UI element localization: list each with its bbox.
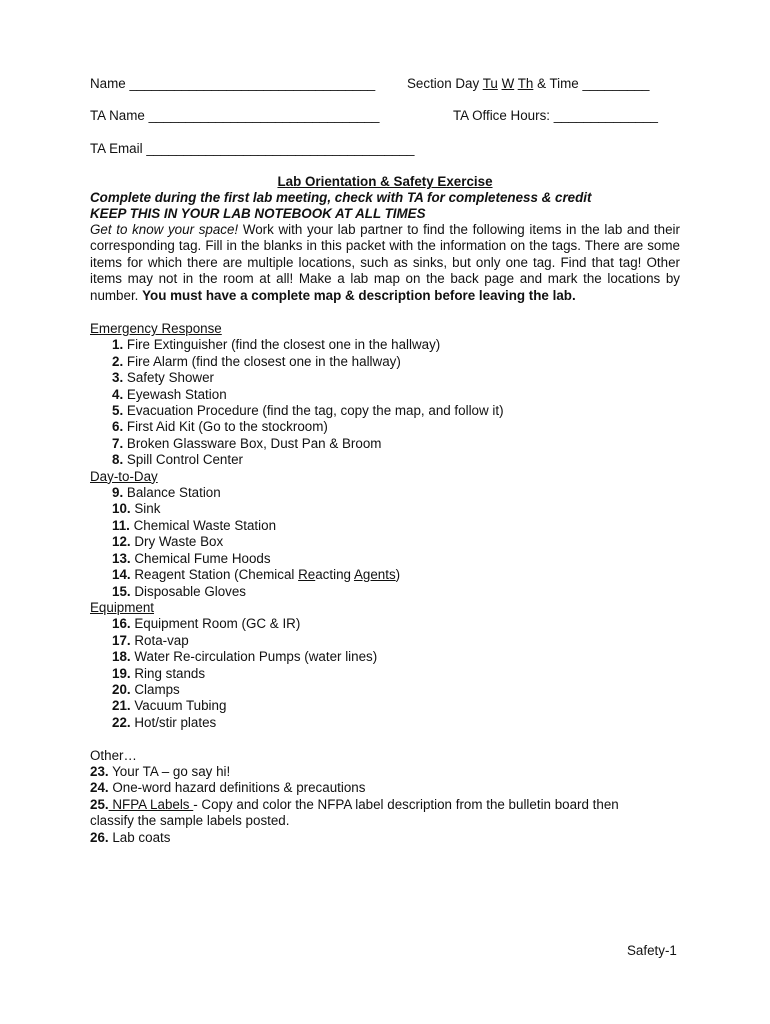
list-item: 17. Rota-vap — [112, 632, 189, 648]
list-item: 15. Disposable Gloves — [112, 583, 247, 599]
list-item: 21. Vacuum Tubing — [112, 698, 227, 714]
list-item: 25. NFPA Labels - Copy and color the NFPA label description from the bulletin board then — [90, 796, 619, 812]
day-tu: Tu — [482, 76, 498, 91]
list-item: 22. Hot/stir plates — [112, 714, 217, 730]
list-item: 5. Evacuation Procedure (find the tag, copy the map, and follow it) — [112, 403, 504, 419]
time-blank: _________ — [582, 76, 650, 91]
list-item: 4. Eyewash Station — [112, 386, 227, 402]
day-w: W — [501, 76, 515, 91]
day-th: Th — [517, 76, 534, 91]
list-item: 8. Spill Control Center — [112, 452, 244, 468]
ta-name-label: TA Name — [90, 108, 145, 123]
office-hours-blank: ______________ — [553, 108, 658, 123]
intro-bold: You must have a complete map & description before leaving the lab. — [142, 287, 576, 303]
office-hours-label: TA Office Hours: — [453, 108, 550, 123]
name-label: Name — [90, 76, 126, 91]
section-heading-day-to-day: Day-to-Day — [90, 468, 158, 484]
intro-paragraph — [90, 222, 680, 304]
subtitle-instructions: Complete during the first lab meeting, check with TA for completeness & credit — [90, 190, 592, 205]
list-item: 6. First Aid Kit (Go to the stockroom) — [112, 419, 328, 435]
document-title: Lab Orientation & Safety Exercise — [277, 174, 493, 189]
intro-italic: Get to know your space! — [90, 222, 239, 237]
list-item: 20. Clamps — [112, 681, 180, 697]
section-day-field — [407, 76, 650, 92]
emergency-list — [90, 337, 680, 468]
ta-email-field — [90, 141, 414, 157]
list-item: 3. Safety Shower — [112, 370, 214, 386]
ta-name-blank: _______________________________ — [148, 108, 380, 123]
list-item: 1. Fire Extinguisher (find the closest one in the hallway) — [112, 337, 441, 353]
list-item: 7. Broken Glassware Box, Dust Pan & Broom — [112, 435, 382, 451]
list-item: 24. One-word hazard definitions & precautions — [90, 780, 366, 796]
list-item-continuation: classify the sample labels posted. — [90, 813, 290, 829]
office-hours-field — [453, 108, 658, 124]
section-heading-emergency: Emergency Response — [90, 321, 222, 336]
list-item: 19. Ring stands — [112, 665, 206, 681]
equipment-list — [90, 616, 680, 731]
list-item: 12. Dry Waste Box — [112, 534, 224, 550]
checklist — [90, 321, 680, 846]
list-item: 16. Equipment Room (GC & IR) — [112, 616, 301, 632]
list-item: 14. Reagent Station (Chemical Reacting Agents) — [112, 567, 401, 583]
section-day-label: Section Day — [407, 76, 480, 91]
list-item: 23. Your TA – go say hi! — [90, 763, 231, 779]
name-field — [90, 76, 375, 92]
list-item: 2. Fire Alarm (find the closest one in the hallway) — [112, 353, 401, 369]
subtitle-keep-notebook: KEEP THIS IN YOUR LAB NOTEBOOK AT ALL TIMES — [90, 206, 426, 221]
name-blank: _________________________________ — [129, 76, 376, 91]
section-heading-equipment: Equipment — [90, 599, 155, 615]
list-item: 26. Lab coats — [90, 829, 171, 845]
list-item: 9. Balance Station — [112, 485, 221, 501]
list-item: 18. Water Re-circulation Pumps (water lines) — [112, 649, 378, 665]
intro-body: Work with your lab partner to find the following items in the lab and their corresponding tag. Fill in the blanks in this packet with the information on the tags. There are some items for which there are multiple locations, such as sinks, but only one tag. Find that tag! Other items may not in the room at all! Make a lab map on the back page and mark the locations by number. — [90, 222, 680, 303]
ta-email-blank: ____________________________________ — [146, 141, 415, 156]
other-list — [90, 764, 680, 846]
page-footer: Safety-1 — [627, 943, 677, 958]
list-item: 13. Chemical Fume Hoods — [112, 550, 271, 566]
ta-name-field — [90, 108, 379, 124]
time-label: & Time — [537, 76, 579, 91]
section-heading-other: Other… — [90, 747, 137, 763]
ta-email-label: TA Email — [90, 141, 143, 156]
list-item: 11. Chemical Waste Station — [112, 517, 277, 533]
day-to-day-list — [90, 485, 680, 600]
list-item: 10. Sink — [112, 501, 161, 517]
